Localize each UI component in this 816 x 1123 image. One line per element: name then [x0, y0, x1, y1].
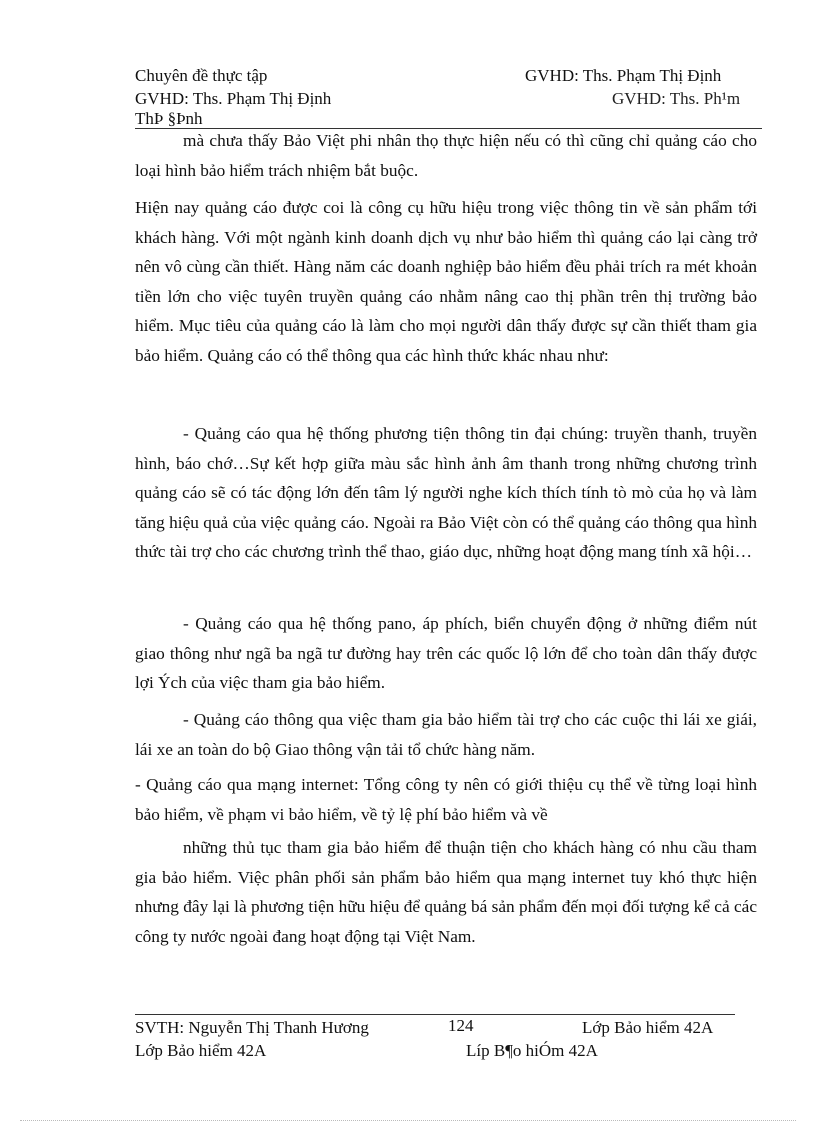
footer-student: SVTH: Nguyễn Thị Thanh Hương	[135, 1018, 369, 1037]
header-advisor-left: GVHD: Ths. Phạm Thị Định	[135, 89, 332, 108]
footer-class-right: Lớp Bảo hiểm 42A	[582, 1018, 714, 1037]
paragraph-4: - Quảng cáo qua hệ thống pano, áp phích, biển chuyển động ở những điểm nút giao thông như ngã ba ngã tư đường hay trên các quốc lộ lớn để cho toàn dân thấy được lợi Ých của việc tham gia bảo hiểm.	[135, 614, 757, 692]
page-bottom-dotted-line	[20, 1120, 796, 1121]
paragraph-7: những thủ tục tham gia bảo hiểm để thuận tiện cho khách hàng có nhu cầu tham gia bảo hiểm. Việc phân phối sản phẩm bảo hiểm qua mạng internet tuy khó thực hiện nhưng đây lại là phương tiện hữu hiệu để quảng bá sản phẩm đến mọi đối tượng kể cả các công ty nước ngoài đang hoạt động tại Việt Nam.	[135, 838, 757, 946]
paragraph-2: Hiện nay quảng cáo được coi là công cụ hữu hiệu trong việc thông tin về sản phẩm tới khách hàng. Với một ngành kinh doanh dịch vụ như bảo hiểm thì quảng cáo lại càng trở nên vô cùng cần thiết. Hàng năm các doanh nghiệp bảo hiểm đều phải trích ra mét khoản tiền lớn cho việc tuyên truyền quảng cáo nhằm nâng cao thị phần trên thị trường bảo hiểm. Mục tiêu của quảng cáo là làm cho mọi người dân thấy được sự cần thiết tham gia bảo hiểm. Quảng cáo có thể thông qua các hình thức khác nhau như:	[135, 198, 757, 365]
header-advisor-garbled-cont: ThÞ §Þnh	[135, 109, 203, 128]
footer-page-number: 124	[448, 1016, 474, 1035]
header-course-title: Chuyên đề thực tập	[135, 66, 268, 85]
header-advisor-garbled: GVHD: Ths. Ph¹m	[612, 89, 741, 108]
paragraph-1: mà chưa thấy Bảo Việt phi nhân thọ thực hiện nếu có thì cũng chỉ quảng cáo cho loại hình bảo hiểm trách nhiệm bắt buộc.	[135, 131, 757, 180]
footer-rule	[135, 1014, 735, 1015]
paragraph-6: - Quảng cáo qua mạng internet: Tổng công ty nên có giới thiệu cụ thể về từng loại hình bảo hiểm, về phạm vi bảo hiểm, về tỷ lệ phí bảo hiểm và về	[135, 775, 757, 824]
header-advisor-right: GVHD: Ths. Phạm Thị Định	[525, 66, 722, 85]
paragraph-3: - Quảng cáo qua hệ thống phương tiện thông tin đại chúng: truyền thanh, truyền hình, báo chớ…Sự kết hợp giữa màu sắc hình ảnh âm thanh trong những chương trình quảng cáo sẽ có tác động lớn đến tâm lý người nghe kích thích tính tò mò của họ và làm tăng hiệu quả của việc quảng cáo. Ngoài ra Bảo Việt còn có thể quảng cáo thông qua hình thức tài trợ cho các chương trình thể thao, giáo dục, những hoạt động mang tính xã hội…	[135, 424, 757, 561]
footer-class-garbled: Líp B¶o hiÓm 42A	[466, 1041, 598, 1060]
footer-class-left: Lớp Bảo hiểm 42A	[135, 1041, 267, 1060]
paragraph-5: - Quảng cáo thông qua việc tham gia bảo hiểm tài trợ cho các cuộc thi lái xe giái, lái xe an toàn do bộ Giao thông vận tải tổ chức hàng năm.	[135, 710, 757, 759]
